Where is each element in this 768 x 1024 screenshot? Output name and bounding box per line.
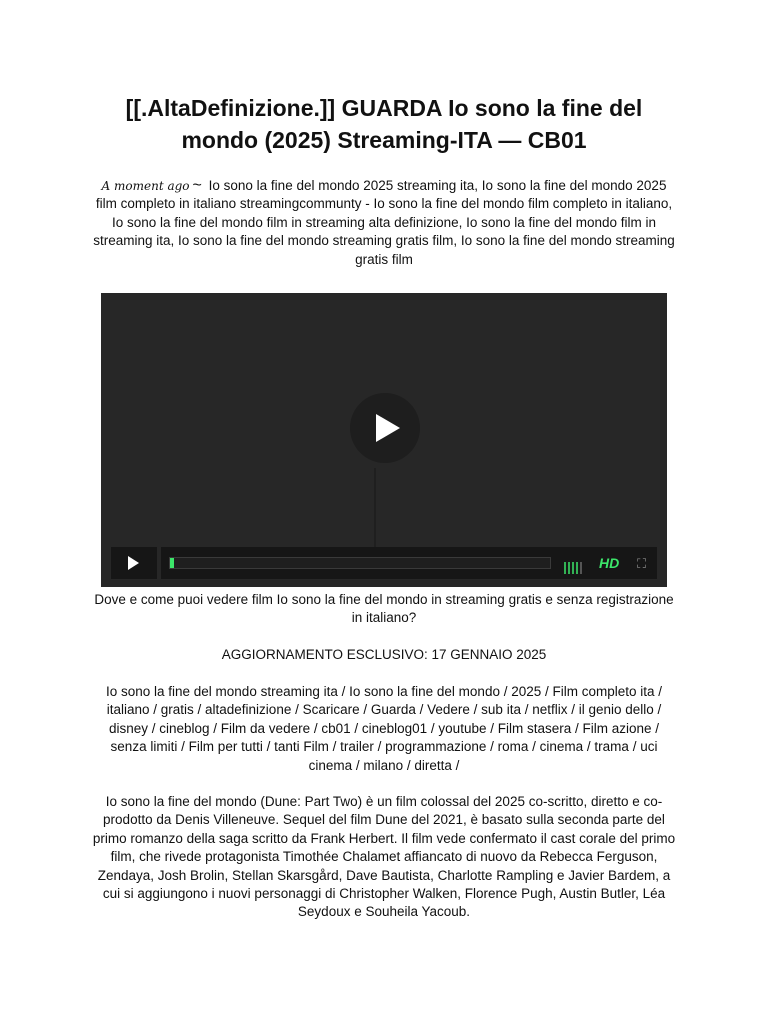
intro-text: Io sono la fine del mondo 2025 streaming ita, Io sono la fine del mondo 2025 film completo in italiano streamingcommunty - Io sono la fine del mondo film completo in italiano, Io sono la fine del mondo film in streaming alta definizione, Io sono la fine del mondo film in streaming ita, Io sono la fine del mondo streaming gratis film, Io sono la fine del mondo streaming gratis film xyxy=(93,178,675,267)
tilde-separator: ~ xyxy=(192,177,202,194)
intro-paragraph xyxy=(90,177,678,269)
volume-bar xyxy=(568,562,570,574)
hd-toggle[interactable]: HD xyxy=(599,555,620,571)
progress-fill xyxy=(170,558,174,568)
player-controls xyxy=(111,547,657,579)
volume-bar xyxy=(580,562,582,574)
control-play-button[interactable] xyxy=(111,547,157,579)
timestamp-label: A moment ago xyxy=(101,179,190,193)
player-caption: Dove e come puoi vedere film Io sono la fine del mondo in streaming gratis e senza registrazione in italiano? xyxy=(94,592,674,626)
fullscreen-icon[interactable]: ⛶ xyxy=(637,556,647,571)
player-divider xyxy=(374,468,376,548)
volume-bar xyxy=(572,562,574,574)
volume-control[interactable] xyxy=(564,556,592,570)
big-play-button[interactable] xyxy=(350,393,420,463)
film-description: Io sono la fine del mondo (Dune: Part Two) è un film colossal del 2025 co-scritto, diretto e co-prodotto da Denis Villeneuve. Sequel del film Dune del 2021, è basato sulla seconda parte del primo romanzo della saga scritto da Frank Herbert. Il film vede confermato il cast corale del primo film, che rivede protagonista Timothée Chalamet affiancato di nuovo da Rebecca Ferguson, Zendaya, Josh Brolin, Stellan Skarsgård, Dave Bautista, Charlotte Rampling e Javier Bardem, a cui si aggiungono i nuovi personaggi di Christopher Walken, Florence Pugh, Austin Butler, Léa Seydoux e Souheila Yacoub. xyxy=(92,794,676,920)
update-notice: AGGIORNAMENTO ESCLUSIVO: 17 GENNAIO 2025 xyxy=(221,647,547,662)
play-icon xyxy=(376,414,400,442)
volume-bar xyxy=(564,562,566,574)
page-title: [[.AltaDefinizione.]] GUARDA Io sono la fine del mondo (2025) Streaming-ITA — CB01 xyxy=(125,95,643,153)
tag-list: Io sono la fine del mondo streaming ita / Io sono la fine del mondo / 2025 / Film completo ita / italiano / gratis / altadefinizione / Scaricare / Guarda / Vedere / sub ita / netflix / il genio dello / disney / cineblog / Film da vedere / cb01 / cineblog01 / youtube / Film stasera / Film azione / senza limiti / Film per tutti / tanti Film / trailer / programmazione / roma / cinema / trama / uci cinema / milano / diretta / xyxy=(105,684,663,773)
play-icon xyxy=(128,556,139,570)
progress-bar[interactable] xyxy=(169,557,551,569)
video-player[interactable] xyxy=(101,293,667,587)
control-track xyxy=(161,547,657,579)
volume-bar xyxy=(576,562,578,574)
